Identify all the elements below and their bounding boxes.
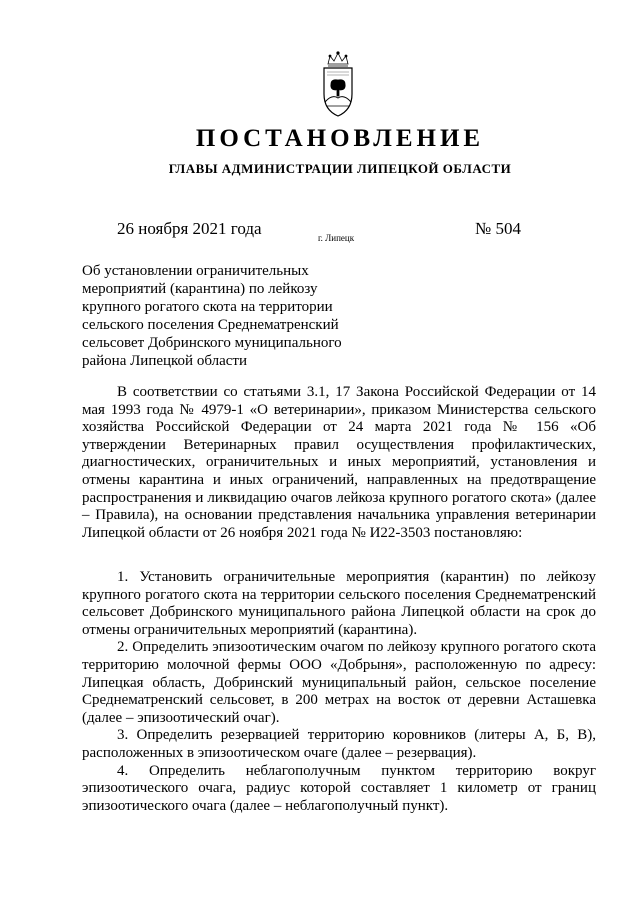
subject-line: Об установлении ограничительных (82, 263, 309, 279)
item-paragraph: 4. Определить неблагополучным пунктом территорию вокруг эпизоотического очага, радиус которой составляет 1 километр от границ эпизоотического очага (далее – неблагополучный пункт). (82, 762, 596, 814)
item-paragraph: 2. Определить эпизоотическим очагом по лейкозу крупного рогатого скота территорию молочной фермы ООО «Добрыня», расположенную по адресу: Липецкая область, Добринский муниципальный район, сельское поселение Среднематренский сельсовет, в 200 метрах на восток от деревни Асташевка (далее – эпизоотический очаг). (82, 639, 596, 726)
preamble-paragraph: В соответствии со статьями 3.1, 17 Закона Российской Федерации от 14 мая 1993 года № 4979-1 «О ветеринарии», приказом Министерства сельского хозяйства Российской Федерации от 24 марта 2021 года № 156 «Об утверждении Ветеринарных правил осуществления профилактических, диагностических, ограничительных и иных мероприятий, установления и отмены карантина и иных ограничений, направленных на предотвращение распространения и ликвидацию очагов лейкоза крупного рогатого скота» (далее – Правила), на основании представления начальника управления ветеринарии Липецкой области от 26 ноября 2021 года № И22-3503 постановляю: (82, 384, 596, 541)
document-date: 26 ноября 2021 года (117, 219, 262, 238)
document-title: ПОСТАНОВЛЕНИЕ (195, 125, 485, 152)
preamble-block (82, 384, 596, 542)
document-number: № 504 (475, 219, 521, 238)
lipetsk-coat-of-arms-icon (318, 50, 358, 120)
subject-line: мероприятий (карантина) по лейкозу (82, 281, 318, 297)
items-block (82, 569, 596, 815)
item-paragraph: 1. Установить ограничительные мероприятия (карантин) по лейкозу крупного рогатого скота на территории сельского поселения Среднематренский сельсовет Добринского муниципального района Липецкой области на срок до отмены ограничительных мероприятий (карантина). (82, 569, 596, 638)
subject-line: сельского поселения Среднематренский (82, 317, 339, 333)
document-place: г. Липецк (318, 233, 355, 243)
item-paragraph: 3. Определить резервацией территорию коровников (литеры А, Б, В), расположенных в эпизоотическом очаге (далее – резервация). (82, 727, 596, 761)
subject-line: сельсовет Добринского муниципального (82, 335, 342, 351)
subject-line: района Липецкой области (82, 353, 247, 369)
subject-line: крупного рогатого скота на территории (82, 299, 333, 315)
document-subtitle: ГЛАВЫ АДМИНИСТРАЦИИ ЛИПЕЦКОЙ ОБЛАСТИ (168, 161, 512, 176)
document-subject (82, 262, 382, 370)
